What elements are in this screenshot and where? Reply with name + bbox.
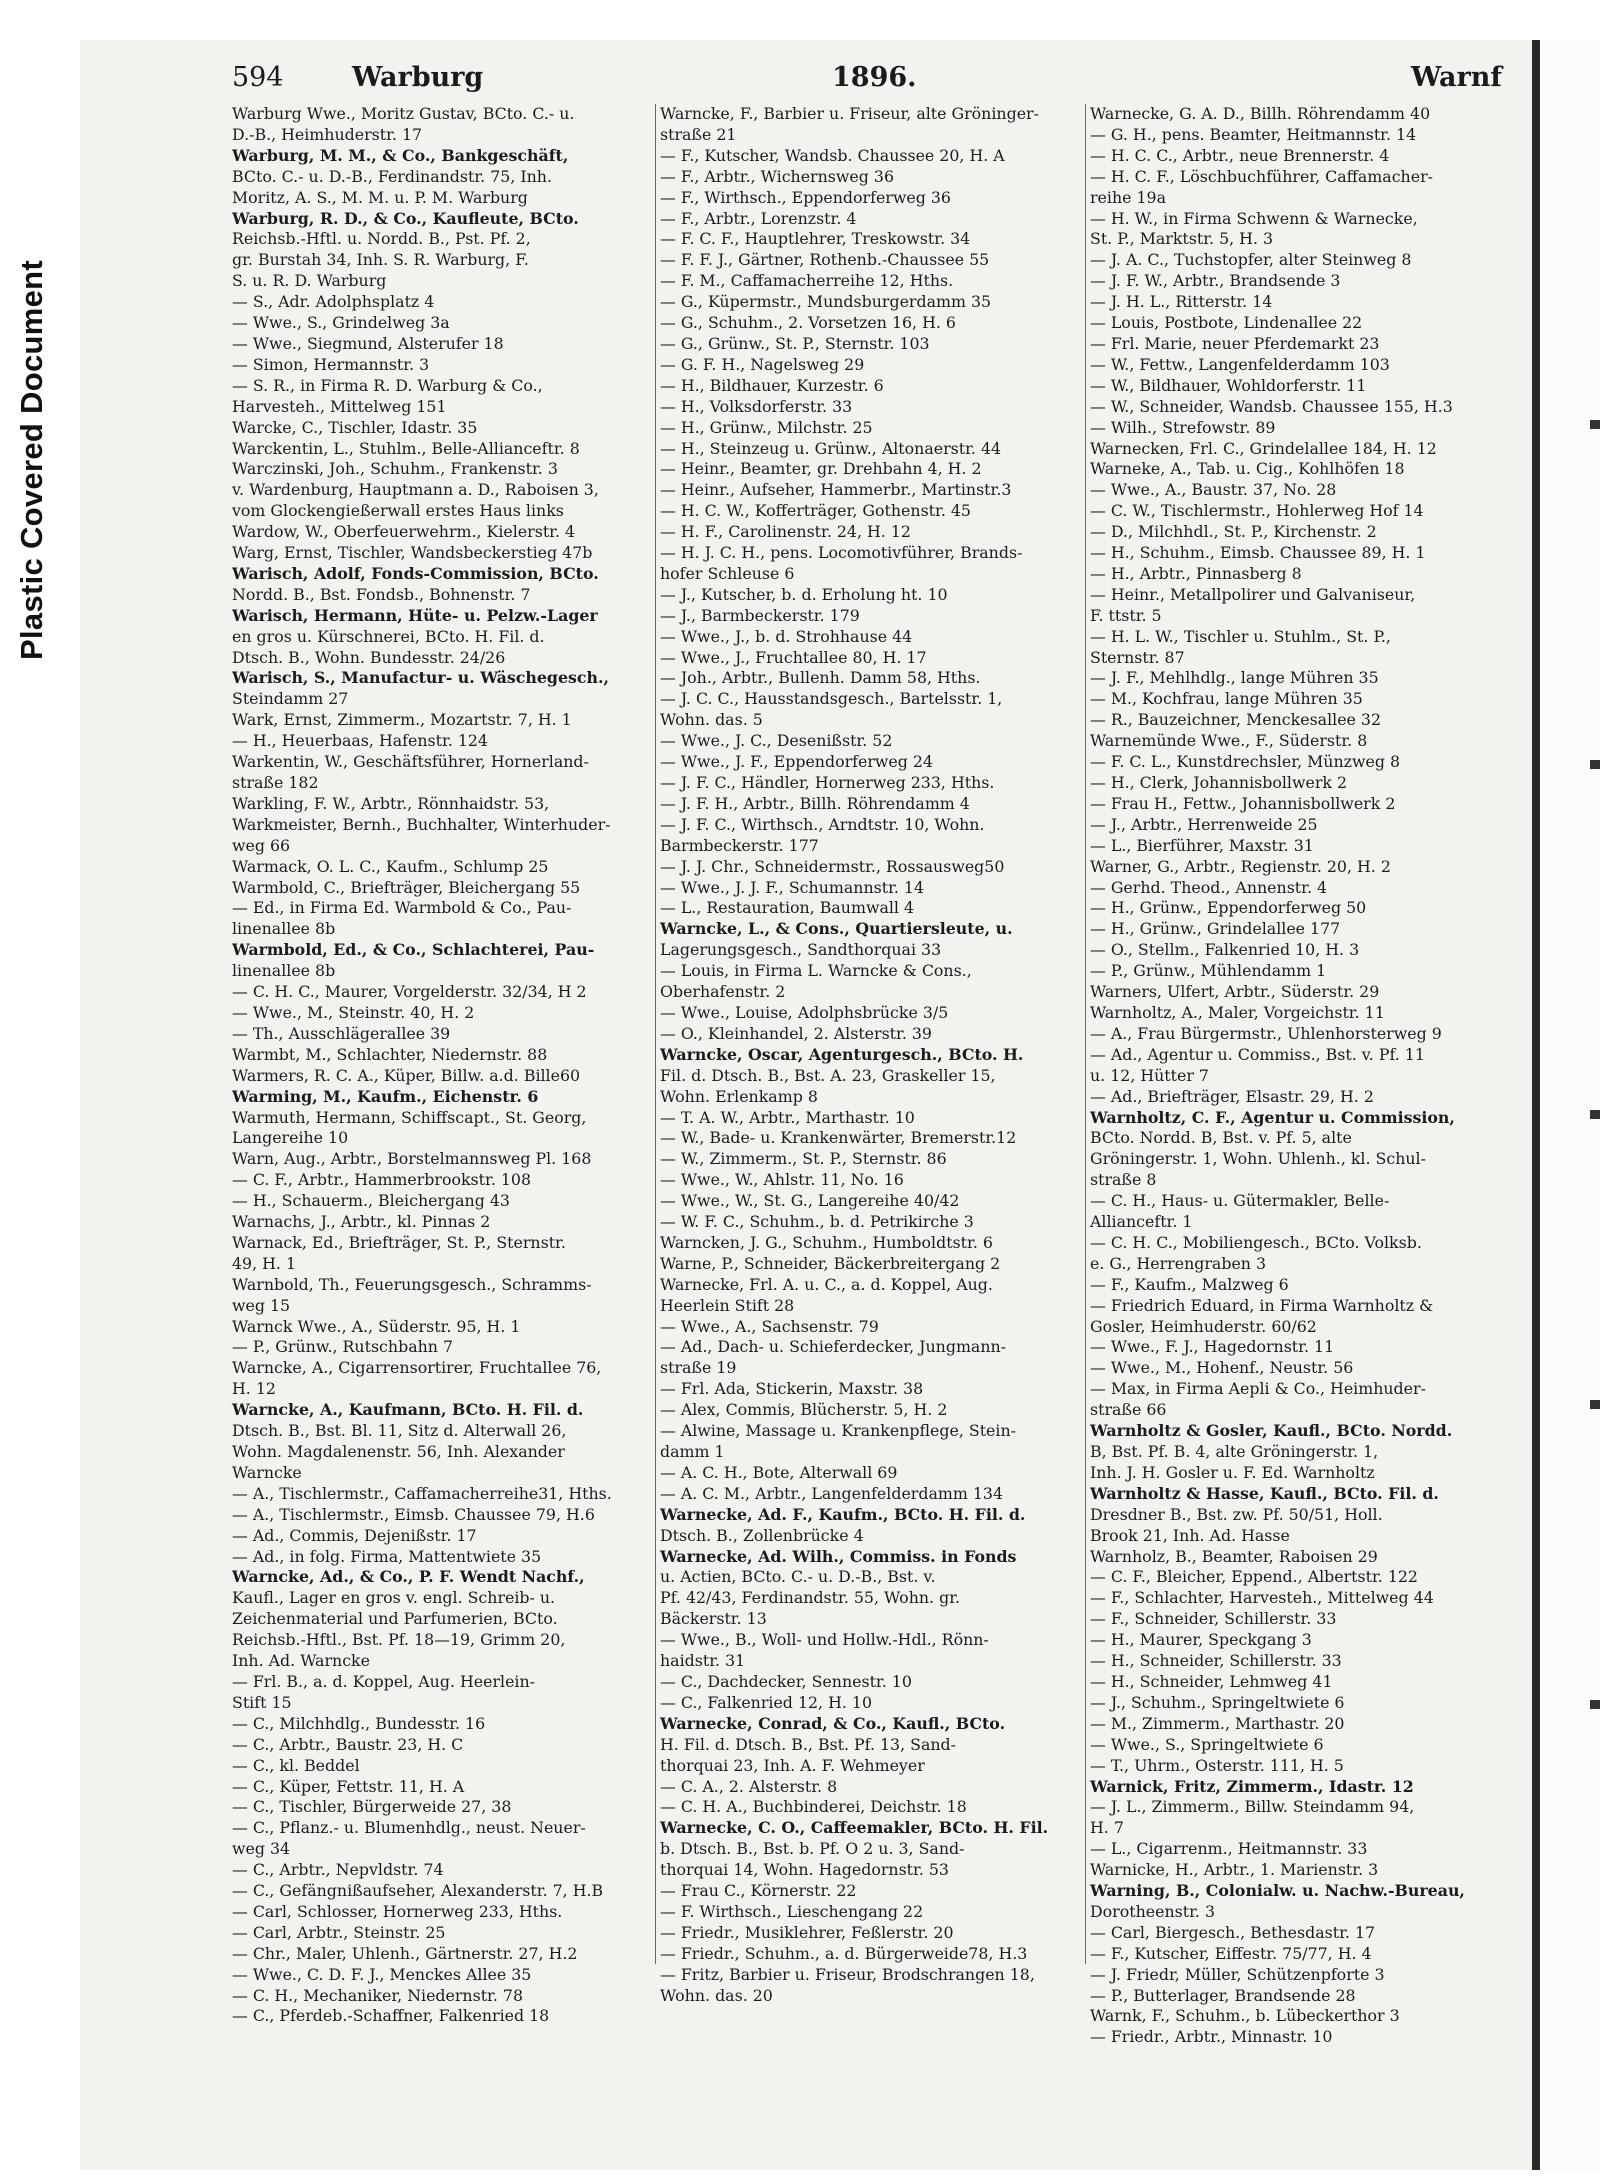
directory-entry-line: Warkentin, W., Geschäftsführer, Hornerland- [232,752,589,772]
directory-entry-line: hofer Schleuse 6 [660,563,795,583]
directory-entry-line: — F., Kaufm., Malzweg 6 [1090,1274,1289,1294]
directory-entry-line: — O., Kleinhandel, 2. Alsterstr. 39 [660,1023,932,1043]
facing-page-fragment [1590,420,1600,429]
directory-entry-line: — H., Arbtr., Pinnasberg 8 [1090,563,1302,583]
directory-entry-line: Reichsb.-Hftl., Bst. Pf. 18—19, Grimm 20, [232,1630,566,1650]
directory-entry-line: Barmbeckerstr. 177 [660,835,819,855]
directory-entry-line: Warkling, F. W., Arbtr., Rönnhaidstr. 53, [232,793,550,813]
directory-entry-line: Warburg, R. D., & Co., Kaufleute, BCto. [232,208,579,228]
directory-entry-line: gr. Burstah 34, Inh. S. R. Warburg, F. [232,250,529,270]
directory-entry-line: Warmack, O. L. C., Kaufm., Schlump 25 [232,856,549,876]
directory-entry-line: Warmbold, Ed., & Co., Schlachterei, Pau- [232,940,595,960]
directory-entry-line: — Th., Ausschlägerallee 39 [232,1023,451,1043]
directory-entry-line: Warner, G., Arbtr., Regienstr. 20, H. 2 [1090,856,1391,876]
directory-entry-line: — F., Arbtr., Lorenzstr. 4 [660,208,857,228]
directory-entry-line: — J. J. Chr., Schneidermstr., Rossausweg50 [660,856,1005,876]
directory-entry-line: — P., Grünw., Mühlendamm 1 [1090,961,1327,981]
directory-entry-line: — J. F., Mehlhdlg., lange Mühren 35 [1090,668,1379,688]
directory-entry-line: Warnick, Fritz, Zimmerm., Idastr. 12 [1090,1776,1414,1796]
directory-entry-line: — A. C. H., Bote, Alterwall 69 [660,1462,898,1482]
directory-entry-line: — Gerhd. Theod., Annenstr. 4 [1090,877,1328,897]
directory-entry-line: thorquai 14, Wohn. Hagedornstr. 53 [660,1860,949,1880]
directory-entry-line: — D., Milchhdl., St. P., Kirchenstr. 2 [1090,522,1377,542]
directory-entry-line: — Simon, Hermannstr. 3 [232,354,430,374]
directory-entry-line: — Alex, Commis, Blücherstr. 5, H. 2 [660,1400,948,1420]
directory-entry-line: — M., Zimmerm., Marthastr. 20 [1090,1713,1345,1733]
directory-entry-line: — H. C. C., Arbtr., neue Brennerstr. 4 [1090,145,1390,165]
directory-entry-line: — J. F. C., Händler, Hornerweg 233, Hths. [660,773,995,792]
directory-entry-line: — Wilh., Strefowstr. 89 [1090,417,1276,437]
directory-entry-line: Stift 15 [232,1692,292,1712]
directory-entry-line: — J., Barmbeckerstr. 179 [660,605,860,625]
directory-entry-line: — Frl. Marie, neuer Pferdemarkt 23 [1090,333,1380,353]
header-left-word: Warburg [352,62,484,93]
directory-entry-line: — C. F., Arbtr., Hammerbrookstr. 108 [232,1170,532,1190]
directory-entry-line: Pf. 42/43, Ferdinandstr. 55, Wohn. gr. [660,1588,961,1608]
directory-entry-line: — S. R., in Firma R. D. Warburg & Co., [232,375,543,395]
page-number: 594 [232,62,284,93]
directory-entry-line: — Max, in Firma Aepli & Co., Heimhuder- [1090,1379,1426,1399]
directory-entry-line: e. G., Herrengraben 3 [1090,1253,1267,1273]
directory-entry-line: — C., Gefängnißaufseher, Alexanderstr. 7, H.B [232,1881,604,1901]
directory-entry-line: Warners, Ulfert, Arbtr., Süderstr. 29 [1090,982,1380,1002]
directory-entry-line: weg 66 [232,835,291,855]
directory-entry-line: Warckentin, L., Stuhlm., Belle-Allianceftr. 8 [232,438,580,458]
directory-entry-line: — C. H., Mechaniker, Niedernstr. 78 [232,1985,524,2005]
directory-entry-line: — O., Stellm., Falkenried 10, H. 3 [1090,940,1360,960]
directory-entry-line: — Chr., Maler, Uhlenh., Gärtnerstr. 27, H.2 [232,1943,578,1963]
directory-entry-line: — J. A. C., Tuchstopfer, alter Steinweg 8 [1090,250,1412,270]
directory-entry-line: Warncke, A., Cigarrensortirer, Fruchtallee 76, [232,1358,602,1378]
directory-entry-line: Warnicke, H., Arbtr., 1. Marienstr. 3 [1090,1860,1379,1880]
directory-entry-line: Warnbold, Th., Feuerungsgesch., Schramms- [232,1274,592,1294]
header-year: 1896. [832,62,917,93]
directory-entry-line: — A., Frau Bürgermstr., Uhlenhorsterweg 9 [1090,1023,1442,1043]
directory-entry-line: Warkmeister, Bernh., Buchhalter, Winterhuder- [232,814,611,834]
directory-entry-line: Warburg, M. M., & Co., Bankgeschäft, [232,145,569,165]
next-page-edge [1542,40,1600,2170]
directory-entry-line: — C. H. C., Maurer, Vorgelderstr. 32/34, H 2 [232,982,587,1002]
directory-entry-line: — Wwe., C. D. F. J., Menckes Allee 35 [232,1964,532,1984]
directory-entry-line: — C., Tischler, Bürgerweide 27, 38 [232,1797,512,1817]
facing-page-fragment [1590,760,1600,769]
directory-entry-line: 49, H. 1 [232,1253,297,1273]
directory-entry-line: — Wwe., J., b. d. Strohhause 44 [660,626,913,646]
directory-entry-line: — J. C. C., Hausstandsgesch., Bartelsstr. 1, [660,689,1003,709]
directory-entry-line: Nordd. B., Bst. Fondsb., Bohnenstr. 7 [232,584,531,604]
directory-entry-line: Wardow, W., Oberfeuerwehrm., Kielerstr. 4 [232,522,576,542]
directory-entry-line: — Frau C., Körnerstr. 22 [660,1881,857,1901]
directory-entry-line: — Friedr., Arbtr., Minnastr. 10 [1090,2027,1333,2047]
directory-entry-line: — Wwe., A., Sachsenstr. 79 [660,1316,879,1336]
directory-entry-line: H. 7 [1090,1818,1124,1838]
directory-entry-line: linenallee 8b [232,961,336,981]
directory-entry-line: — Ad., Agentur u. Commiss., Bst. v. Pf. 11 [1090,1044,1425,1064]
directory-column-1 [232,104,650,2026]
directory-entry-line: — J. F. H., Arbtr., Billh. Röhrendamm 4 [660,793,970,813]
directory-entry-line: D.-B., Heimhuderstr. 17 [232,124,423,144]
directory-entry-line: Kaufl., Lager en gros v. engl. Schreib- u. [232,1588,556,1608]
directory-entry-line: Inh. J. H. Gosler u. F. Ed. Warnholtz [1090,1462,1375,1482]
directory-entry-line: straße 66 [1090,1400,1167,1420]
directory-entry-line: Warisch, S., Manufactur- u. Wäschegesch., [232,668,609,688]
directory-entry-line: thorquai 23, Inh. A. F. Wehmeyer [660,1755,925,1775]
directory-entry-line: — H., Grünw., Eppendorferweg 50 [1090,898,1367,918]
directory-entry-line: reihe 19a [1090,187,1167,207]
directory-entry-line: Gröningerstr. 1, Wohn. Uhlenh., kl. Schul- [1090,1149,1426,1169]
side-label-text: Plastic Covered Document [14,260,49,660]
directory-entry-line: — C., kl. Beddel [232,1755,360,1775]
directory-entry-line: Wohn. das. 5 [660,710,763,730]
directory-entry-line: Dtsch. B., Wohn. Bundesstr. 24/26 [232,647,506,667]
directory-entry-line: F. ttstr. 5 [1090,605,1162,625]
directory-entry-line: — A., Tischlermstr., Caffamacherreihe31, Hths. [232,1483,612,1503]
directory-entry-line: — C., Arbtr., Nepvldstr. 74 [232,1860,444,1880]
directory-entry-line: — L., Restauration, Baumwall 4 [660,898,915,918]
directory-entry-line: weg 34 [232,1839,291,1859]
directory-entry-line: — H., Bildhauer, Kurzestr. 6 [660,375,884,395]
directory-entry-line: — H., Schneider, Lehmweg 41 [1090,1671,1333,1691]
directory-entry-line: — W., Schneider, Wandsb. Chaussee 155, H.3 [1090,396,1453,416]
directory-entry-line: — Joh., Arbtr., Bullenh. Damm 58, Hths. [660,668,981,688]
directory-entry-line: — G., Küpermstr., Mundsburgerdamm 35 [660,292,992,312]
directory-entry-line: — F., Schneider, Schillerstr. 33 [1090,1609,1337,1629]
directory-entry-line: — H., Grünw., Milchstr. 25 [660,417,873,437]
directory-entry-line: — H., Clerk, Johannisbollwerk 2 [1090,773,1348,792]
directory-entry-line: — W., Zimmerm., St. P., Sternstr. 86 [660,1149,947,1169]
directory-entry-line: — G. F. H., Nagelsweg 29 [660,354,865,374]
directory-entry-line: Warisch, Adolf, Fonds-Commission, BCto. [232,563,599,583]
directory-entry-line: — Wwe., W., Ahlstr. 11, No. 16 [660,1170,904,1190]
directory-entry-line: — H. C. F., Löschbuchführer, Caffamacher- [1090,166,1433,186]
directory-entry-line: — G., Grünw., St. P., Sternstr. 103 [660,333,930,353]
directory-entry-line: — F. M., Caffamacherreihe 12, Hths. [660,271,954,291]
facing-page-fragment [1590,1110,1600,1119]
directory-entry-line: — Heinr., Beamter, gr. Drehbahn 4, H. 2 [660,459,982,479]
directory-entry-line: — Louis, in Firma L. Warncke & Cons., [660,961,972,981]
directory-entry-line: — F. Wirthsch., Lieschengang 22 [660,1901,924,1921]
directory-entry-line: — H. J. C. H., pens. Locomotivführer, Brands- [660,543,1023,563]
directory-entry-line: Fil. d. Dtsch. B., Bst. A. 23, Graskeller 15, [660,1065,996,1085]
directory-entry-line: Allianceftr. 1 [1090,1212,1193,1232]
directory-entry-line: — Frl. B., a. d. Koppel, Aug. Heerlein- [232,1671,535,1691]
directory-entry-line: — F., Wirthsch., Eppendorferweg 36 [660,187,951,207]
directory-entry-line: — C., Küper, Fettstr. 11, H. A [232,1776,465,1796]
directory-entry-line: b. Dtsch. B., Bst. b. Pf. O 2 u. 3, Sand- [660,1839,965,1859]
directory-entry-line: — Wwe., J. F., Eppendorferweg 24 [660,752,934,772]
directory-entry-line: Warnecke, C. O., Caffeemakler, BCto. H. Fil. [660,1818,1049,1838]
directory-entry-line: Warisch, Hermann, Hüte- u. Pelzw.-Lager [232,605,598,625]
directory-entry-line: — Frau H., Fettw., Johannisbollwerk 2 [1090,793,1396,813]
directory-entry-line: — F., Kutscher, Wandsb. Chaussee 20, H. A [660,145,1005,165]
directory-entry-line: — W. F. C., Schuhm., b. d. Petrikirche 3 [660,1212,974,1232]
directory-entry-line: — A., Tischlermstr., Eimsb. Chaussee 79, H.6 [232,1504,595,1524]
directory-entry-line: — Carl, Arbtr., Steinstr. 25 [232,1922,446,1942]
directory-entry-line: — Alwine, Massage u. Krankenpflege, Stein- [660,1421,1016,1441]
directory-entry-line: BCto. C.- u. D.-B., Ferdinandstr. 75, Inh. [232,166,552,186]
directory-entry-line: Warnholz, B., Beamter, Raboisen 29 [1090,1546,1378,1566]
directory-entry-line: — Wwe., Louise, Adolphsbrücke 3/5 [660,1002,949,1022]
directory-entry-line: S. u. R. D. Warburg [232,271,387,291]
directory-entry-line: — Wwe., W., St. G., Langereihe 40/42 [660,1191,960,1211]
directory-entry-line: Warnecke, Ad. F., Kaufm., BCto. H. Fil. d. [660,1504,1026,1524]
directory-entry-line: — H. L. W., Tischler u. Stuhlm., St. P., [1090,626,1391,646]
directory-entry-line: Harvesteh., Mittelweg 151 [232,396,447,416]
directory-entry-line: — P., Grünw., Rutschbahn 7 [232,1337,454,1357]
directory-entry-line: Wohn. Erlenkamp 8 [660,1086,818,1106]
facing-page-fragment [1590,1700,1600,1709]
directory-entry-line: — Frl. Ada, Stickerin, Maxstr. 38 [660,1379,924,1399]
directory-entry-line: — T., Uhrm., Osterstr. 111, H. 5 [1090,1755,1344,1775]
directory-entry-line: vom Glockengießerwall erstes Haus links [232,501,564,521]
directory-entry-line: — H., Volksdorferstr. 33 [660,396,853,416]
directory-entry-line: Oberhafenstr. 2 [660,982,786,1002]
directory-entry-line: — S., Adr. Adolphsplatz 4 [232,292,435,312]
directory-entry-line: — Heinr., Metallpolirer und Galvaniseur, [1090,584,1416,604]
directory-entry-line: — C. A., 2. Alsterstr. 8 [660,1776,838,1796]
directory-entry-line: H. 12 [232,1379,276,1399]
directory-entry-line: Warncken, J. G., Schuhm., Humboldtstr. 6 [660,1232,993,1252]
directory-entry-line: Warne, P., Schneider, Bäckerbreitergang 2 [660,1253,1001,1273]
page-header [232,62,1502,102]
directory-entry-line: Warnholtz & Hasse, Kaufl., BCto. Fil. d. [1090,1483,1439,1503]
directory-entry-line: straße 182 [232,773,319,792]
facing-page-fragment [1590,1400,1600,1409]
directory-entry-line: — Wwe., J. J. F., Schumannstr. 14 [660,877,925,897]
directory-entry-line: Warnholtz, C. F., Agentur u. Commission, [1090,1107,1455,1127]
directory-entry-line: — Wwe., S., Grindelweg 3a [232,313,450,333]
directory-entry-line: Heerlein Stift 28 [660,1295,795,1315]
directory-entry-line: Warncke, L., & Cons., Quartiersleute, u. [660,919,1013,939]
directory-entry-line: straße 8 [1090,1170,1157,1190]
directory-entry-line: BCto. Nordd. B, Bst. v. Pf. 5, alte [1090,1128,1352,1148]
directory-entry-line: — Ed., in Firma Ed. Warmbold & Co., Pau- [232,898,572,918]
directory-entry-line: Dresdner B., Bst. zw. Pf. 50/51, Holl. [1090,1504,1383,1524]
header-right-word: Warnf [1411,62,1502,93]
column-rule [1085,104,1086,1964]
directory-entry-line: — Friedrich Eduard, in Firma Warnholtz & [1090,1295,1434,1315]
directory-entry-line: — J. L., Zimmerm., Billw. Steindamm 94, [1090,1797,1415,1817]
directory-entry-line: B, Bst. Pf. B. 4, alte Gröningerstr. 1, [1090,1442,1379,1461]
directory-entry-line: — H., Steinzeug u. Grünw., Altonaerstr. 44 [660,438,1002,458]
directory-entry-line: Warmbt, M., Schlachter, Niedernstr. 88 [232,1044,548,1064]
directory-entry-line: — Wwe., M., Steinstr. 40, H. 2 [232,1002,475,1022]
directory-entry-line: Warcke, C., Tischler, Idastr. 35 [232,417,478,437]
directory-entry-line: — C., Pflanz.- u. Blumenhdlg., neust. Neuer- [232,1818,586,1838]
directory-entry-line: Moritz, A. S., M. M. u. P. M. Warburg [232,187,528,207]
directory-entry-line: — H., Maurer, Speckgang 3 [1090,1630,1312,1650]
directory-entry-line: Warczinski, Joh., Schuhm., Frankenstr. 3 [232,459,558,479]
directory-entry-line: Warnholtz, A., Maler, Vorgeichstr. 11 [1090,1002,1385,1022]
directory-entry-line: Bäckerstr. 13 [660,1609,767,1629]
directory-entry-line: — W., Bade- u. Krankenwärter, Bremerstr.12 [660,1128,1017,1148]
directory-entry-line: — G. H., pens. Beamter, Heitmannstr. 14 [1090,124,1417,144]
directory-entry-line: — J. F. W., Arbtr., Brandsende 3 [1090,271,1341,291]
directory-entry-line: Warneke, A., Tab. u. Cig., Kohlhöfen 18 [1090,459,1405,479]
directory-entry-line: Reichsb.-Hftl. u. Nordd. B., Pst. Pf. 2, [232,229,531,249]
directory-entry-line: Warnecke, Frl. A. u. C., a. d. Koppel, Aug. [660,1274,993,1294]
directory-entry-line: — G., Schuhm., 2. Vorsetzen 16, H. 6 [660,313,956,333]
directory-entry-line: — Wwe., Siegmund, Alsterufer 18 [232,333,504,353]
directory-entry-line: — Wwe., S., Springeltwiete 6 [1090,1734,1324,1754]
directory-entry-line: Warnck Wwe., A., Süderstr. 95, H. 1 [232,1316,521,1336]
directory-entry-line: — J., Kutscher, b. d. Erholung ht. 10 [660,584,948,604]
directory-entry-line: — F., Schlachter, Harvesteh., Mittelweg 44 [1090,1588,1434,1608]
directory-entry-line: — F. C. L., Kunstdrechsler, Münzweg 8 [1090,752,1401,772]
directory-entry-line: — C., Milchhdlg., Bundesstr. 16 [232,1713,486,1733]
side-label [0,180,60,740]
directory-entry-line: — F. F. J., Gärtner, Rothenb.-Chaussee 55 [660,250,990,270]
column-rule [655,104,656,1964]
directory-entry-line: — C. W., Tischlermstr., Hohlerweg Hof 14 [1090,501,1424,521]
directory-entry-line: damm 1 [660,1442,725,1461]
directory-entry-line: Warncke [232,1462,302,1482]
directory-entry-line: — Wwe., F. J., Hagedornstr. 11 [1090,1337,1335,1357]
directory-entry-line: — F. C. F., Hauptlehrer, Treskowstr. 34 [660,229,971,249]
directory-entry-line: — H. C. W., Kofferträger, Gothenstr. 45 [660,501,971,521]
directory-entry-line: — Carl, Biergesch., Bethesdastr. 17 [1090,1922,1376,1942]
directory-entry-line: Warn, Aug., Arbtr., Borstelmannsweg Pl. 168 [232,1149,592,1169]
directory-entry-line: — Ad., in folg. Firma, Mattentwiete 35 [232,1546,542,1566]
directory-entry-line: — C., Arbtr., Baustr. 23, H. C [232,1734,464,1754]
directory-entry-line: Warg, Ernst, Tischler, Wandsbeckerstieg 47b [232,543,593,563]
directory-entry-line: — Louis, Postbote, Lindenallee 22 [1090,313,1363,333]
directory-entry-line: Dorotheenstr. 3 [1090,1901,1215,1921]
directory-entry-line: Warncke, F., Barbier u. Friseur, alte Gröninger- [660,104,1039,123]
directory-entry-line: Steindamm 27 [232,689,349,709]
directory-column-3 [1090,104,1522,2047]
directory-entry-line: Warmbold, C., Briefträger, Bleichergang 55 [232,877,581,897]
directory-entry-line: — L., Bierführer, Maxstr. 31 [1090,835,1314,855]
directory-entry-line: Warnecken, Frl. C., Grindelallee 184, H. 12 [1090,438,1437,458]
directory-entry-line: Warburg Wwe., Moritz Gustav, BCto. C.- u. [232,104,575,123]
directory-entry-line: — R., Bauzeichner, Menckesallee 32 [1090,710,1382,730]
directory-entry-line: — J. F. C., Wirthsch., Arndtstr. 10, Wohn. [660,814,985,834]
directory-entry-line: — Friedr., Musiklehrer, Feßlerstr. 20 [660,1922,954,1942]
directory-entry-line: — Wwe., J. C., Desenißstr. 52 [660,731,893,751]
directory-entry-line: — J. Friedr, Müller, Schützenpforte 3 [1090,1964,1385,1984]
directory-entry-line: Dtsch. B., Bst. Bl. 11, Sitz d. Alterwall 26, [232,1421,567,1441]
directory-entry-line: — H. F., Carolinenstr. 24, H. 12 [660,522,911,542]
directory-entry-line: linenallee 8b [232,919,336,939]
directory-entry-line: Warncke, Oscar, Agenturgesch., BCto. H. [660,1044,1024,1064]
directory-entry-line: — C. H. A., Buchbinderei, Deichstr. 18 [660,1797,967,1817]
directory-entry-line: Warning, B., Colonialw. u. Nachw.-Bureau, [1090,1881,1465,1901]
directory-entry-line: Sternstr. 87 [1090,647,1185,667]
directory-entry-line: — H., Schneider, Schillerstr. 33 [1090,1651,1342,1671]
directory-entry-line: — H., Grünw., Grindelallee 177 [1090,919,1341,939]
directory-entry-line: Wohn. Magdalenenstr. 56, Inh. Alexander [232,1442,565,1461]
directory-entry-line: — Ad., Briefträger, Elsastr. 29, H. 2 [1090,1086,1374,1106]
directory-entry-line: — J., Arbtr., Herrenweide 25 [1090,814,1318,834]
directory-entry-line: — Wwe., A., Baustr. 37, No. 28 [1090,480,1337,500]
directory-entry-line: en gros u. Kürschnerei, BCto. H. Fil. d. [232,626,545,646]
directory-entry-line: Inh. Ad. Warncke [232,1651,370,1671]
directory-entry-line: — H., Heuerbaas, Hafenstr. 124 [232,731,488,751]
directory-entry-line: Warnecke, G. A. D., Billh. Röhrendamm 40 [1090,104,1431,123]
directory-entry-line: — Fritz, Barbier u. Friseur, Brodschrangen 18, [660,1964,1035,1984]
directory-entry-line: — H., Schuhm., Eimsb. Chaussee 89, H. 1 [1090,543,1426,563]
directory-entry-line: — C. H., Haus- u. Gütermakler, Belle- [1090,1191,1390,1211]
directory-entry-line: haidstr. 31 [660,1651,746,1671]
directory-entry-line: H. Fil. d. Dtsch. B., Bst. Pf. 13, Sand- [660,1734,957,1754]
directory-entry-line: Wark, Ernst, Zimmerm., Mozartstr. 7, H. 1 [232,710,572,730]
directory-column-2 [660,104,1080,2005]
directory-entry-line: weg 15 [232,1295,291,1315]
directory-entry-line: — C. F., Bleicher, Eppend., Albertstr. 122 [1090,1567,1418,1587]
directory-entry-line: straße 19 [660,1358,737,1378]
directory-entry-line: — W., Fettw., Langenfelderdamm 103 [1090,354,1390,374]
directory-entry-line: Warming, M., Kaufm., Eichenstr. 6 [232,1086,539,1106]
directory-entry-line: Warmers, R. C. A., Küper, Billw. a.d. Bille60 [232,1065,581,1085]
page-binding-edge [1532,40,1540,2170]
directory-entry-line: — C., Pferdeb.-Schaffner, Falkenried 18 [232,2006,550,2026]
directory-entry-line: Warnholtz & Gosler, Kaufl., BCto. Nordd. [1090,1421,1453,1441]
directory-entry-line: Warnachs, J., Arbtr., kl. Pinnas 2 [232,1212,491,1232]
directory-entry-line: — J., Schuhm., Springeltwiete 6 [1090,1692,1345,1712]
directory-entry-line: Gosler, Heimhuderstr. 60/62 [1090,1316,1317,1336]
directory-entry-line: Wohn. das. 20 [660,1985,773,2005]
directory-entry-line: — F., Kutscher, Eiffestr. 75/77, H. 4 [1090,1943,1372,1963]
directory-entry-line: Warnecke, Ad. Wilh., Commiss. in Fonds [660,1546,1017,1566]
directory-entry-line: — J. H. L., Ritterstr. 14 [1090,292,1273,312]
directory-entry-line: Warnemünde Wwe., F., Süderstr. 8 [1090,731,1368,751]
directory-entry-line: — Wwe., M., Hohenf., Neustr. 56 [1090,1358,1354,1378]
directory-entry-line: — H. W., in Firma Schwenn & Warnecke, [1090,208,1418,228]
directory-entry-line: — P., Butterlager, Brandsende 28 [1090,1985,1356,2005]
directory-entry-line: — Friedr., Schuhm., a. d. Bürgerweide78, H.3 [660,1943,1028,1963]
directory-entry-line: Dtsch. B., Zollenbrücke 4 [660,1525,864,1545]
directory-entry-line: u. 12, Hütter 7 [1090,1065,1209,1085]
directory-entry-line: — Wwe., J., Fruchtallee 80, H. 17 [660,647,927,667]
directory-entry-line: Lagerungsgesch., Sandthorquai 33 [660,940,942,960]
directory-entry-line: — A. C. M., Arbtr., Langenfelderdamm 134 [660,1483,1004,1503]
directory-entry-line: Warncke, Ad., & Co., P. F. Wendt Nachf., [232,1567,585,1587]
directory-entry-line: Warnecke, Conrad, & Co., Kaufl., BCto. [660,1713,1006,1733]
directory-entry-line: Langereihe 10 [232,1128,349,1148]
directory-entry-line: Warmuth, Hermann, Schiffscapt., St. Georg, [232,1107,587,1127]
directory-entry-line: — C. H. C., Mobiliengesch., BCto. Volksb. [1090,1232,1422,1252]
directory-entry-line: — C., Falkenried 12, H. 10 [660,1692,873,1712]
directory-entry-line: Warnack, Ed., Briefträger, St. P., Sternstr. [232,1232,566,1252]
directory-entry-line: — Wwe., B., Woll- und Hollw.-Hdl., Rönn- [660,1630,989,1650]
directory-entry-line: — Heinr., Aufseher, Hammerbr., Martinstr.3 [660,480,1012,500]
directory-entry-line: u. Actien, BCto. C.- u. D.-B., Bst. v. [660,1567,936,1587]
directory-entry-line: — M., Kochfrau, lange Mühren 35 [1090,689,1363,709]
directory-entry-line: — F., Arbtr., Wichernsweg 36 [660,166,894,186]
directory-entry-line: — L., Cigarrenm., Heitmannstr. 33 [1090,1839,1368,1859]
directory-entry-line: — H., Schauerm., Bleichergang 43 [232,1191,510,1211]
directory-entry-line: — W., Bildhauer, Wohldorferstr. 11 [1090,375,1367,395]
directory-entry-line: Zeichenmaterial und Parfumerien, BCto. [232,1609,558,1629]
directory-entry-line: Warnk, F., Schuhm., b. Lübeckerthor 3 [1090,2006,1400,2026]
directory-entry-line: St. P., Marktstr. 5, H. 3 [1090,229,1274,249]
directory-entry-line: — Carl, Schlosser, Hornerweg 233, Hths. [232,1901,563,1921]
directory-entry-line: v. Wardenburg, Hauptmann a. D., Raboisen 3, [232,480,599,500]
directory-entry-line: Brook 21, Inh. Ad. Hasse [1090,1525,1290,1545]
directory-entry-line: — Ad., Commis, Dejenißstr. 17 [232,1525,477,1545]
directory-entry-line: straße 21 [660,124,737,144]
directory-entry-line: Warncke, A., Kaufmann, BCto. H. Fil. d. [232,1400,584,1420]
directory-entry-line: — Ad., Dach- u. Schieferdecker, Jungmann- [660,1337,1007,1357]
directory-entry-line: — C., Dachdecker, Sennestr. 10 [660,1671,912,1691]
directory-entry-line: — T. A. W., Arbtr., Marthastr. 10 [660,1107,915,1127]
